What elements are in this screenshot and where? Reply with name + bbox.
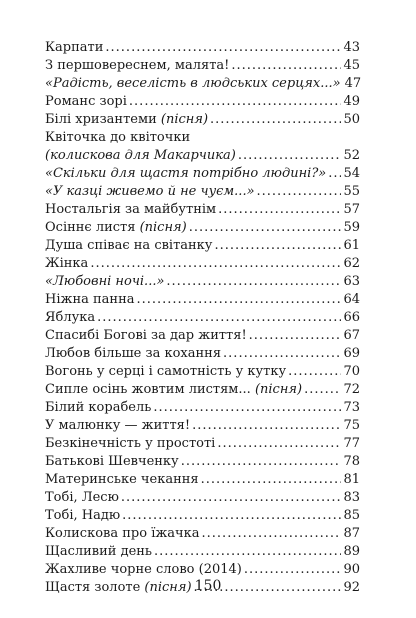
toc-leader: [202, 525, 342, 543]
toc-leader: [244, 561, 342, 579]
toc-title: Білий корабель: [45, 400, 152, 415]
toc-tag: (пісня): [144, 580, 192, 595]
toc-entry: [45, 75, 360, 93]
toc-title: Осіннє листя: [45, 220, 140, 235]
toc-leader: [137, 291, 342, 309]
toc-title: Материнське чекання: [45, 472, 199, 487]
toc-leader: [223, 345, 341, 363]
page-number: 150: [194, 578, 222, 594]
toc-title: Яблука: [45, 310, 96, 325]
toc-entry: [45, 345, 360, 363]
toc-leader: [166, 273, 341, 291]
toc-entry: [45, 453, 360, 471]
toc-page: 59: [343, 220, 360, 235]
toc-page: 89: [343, 544, 360, 559]
toc-entry: [45, 525, 360, 543]
toc-page: 83: [343, 490, 360, 505]
toc-title: У малюнку — життя!: [45, 418, 191, 433]
toc-leader: [181, 453, 342, 471]
toc-page: 92: [343, 580, 360, 595]
toc-page: 47: [344, 76, 362, 91]
toc-leader: [217, 435, 341, 453]
toc-leader: [328, 165, 341, 183]
toc-entry: [45, 327, 360, 345]
toc-leader: [238, 147, 342, 165]
toc-title: «У казці живемо й не чуєм...»: [45, 184, 255, 199]
toc-page: 78: [343, 454, 360, 469]
toc-title: Любов більше за кохання: [45, 346, 222, 361]
toc-title: Щасливий день: [45, 544, 153, 559]
toc-tag: (пісня): [139, 220, 187, 235]
table-of-contents: [45, 39, 360, 597]
toc-tag: (колискова для Макарчика): [45, 148, 236, 163]
toc-page: 87: [343, 526, 360, 541]
toc-title: Спасибі Богові за дар життя!: [45, 328, 247, 343]
toc-title: Білі хризантеми: [45, 112, 161, 127]
toc-entry: [45, 507, 360, 525]
toc-page: 64: [343, 292, 360, 307]
toc-title: Карпати: [45, 40, 104, 55]
toc-title: Квіточка до квіточки: [45, 130, 191, 145]
toc-title: «Радість, веселість в людських серцях...»: [45, 76, 341, 91]
toc-entry: [45, 543, 360, 561]
toc-title: Щастя золоте: [45, 580, 145, 595]
toc-title: Вогонь у серці і самотність у кутку: [45, 364, 287, 379]
toc-page: 52: [343, 148, 360, 163]
toc-tag: (пісня): [160, 112, 209, 127]
toc-title: Жахливе чорне слово (2014): [45, 562, 242, 577]
toc-leader: [189, 219, 342, 237]
toc-leader: [129, 93, 342, 111]
toc-title: Ніжна панна: [45, 292, 135, 307]
toc-page: 77: [343, 436, 360, 451]
toc-leader: [214, 237, 341, 255]
toc-entry: [45, 291, 360, 309]
toc-entry: [45, 201, 360, 219]
toc-leader: [210, 111, 341, 129]
toc-leader: [192, 417, 341, 435]
toc-title: Батькові Шевченку: [45, 454, 179, 469]
toc-page: 70: [343, 364, 360, 379]
toc-leader: [201, 471, 342, 489]
toc-title-wrap: [45, 111, 208, 129]
toc-leader: [288, 363, 341, 381]
toc-entry: [45, 561, 360, 579]
toc-entry: [45, 309, 360, 327]
toc-leader: [304, 381, 341, 399]
toc-page: 61: [343, 238, 360, 253]
toc-title: «Любовні ночі...»: [45, 274, 165, 289]
toc-leader: [231, 57, 341, 75]
toc-entry: [45, 237, 360, 255]
toc-leader: [257, 183, 342, 201]
toc-page: 81: [343, 472, 360, 487]
toc-title: Колискова про їжачка: [45, 526, 200, 541]
toc-page: 69: [343, 346, 360, 361]
toc-page: 62: [343, 256, 360, 271]
toc-leader: [249, 327, 342, 345]
toc-title: З першовереснем, малята!: [45, 58, 230, 73]
toc-page: 75: [343, 418, 360, 433]
toc-page: 66: [343, 310, 360, 325]
toc-page: 63: [343, 274, 360, 289]
toc-leader: [90, 255, 341, 273]
toc-title: Тобі, Надю: [45, 508, 121, 523]
toc-leader: [153, 399, 341, 417]
toc-page: 90: [343, 562, 360, 577]
toc-leader: [218, 201, 341, 219]
toc-title: Тобі, Лесю: [45, 490, 119, 505]
toc-entry: [45, 165, 360, 183]
toc-leader: [121, 489, 342, 507]
toc-title: Безкінечність у простоті: [45, 436, 216, 451]
toc-title: Душа співає на світанку: [45, 238, 213, 253]
toc-page: 67: [343, 328, 360, 343]
toc-entry: [45, 471, 360, 489]
toc-entry: [45, 57, 360, 75]
toc-title: Жінка: [45, 256, 89, 271]
toc-entry: [45, 219, 360, 237]
toc-entry: [45, 489, 360, 507]
toc-entry: [45, 39, 360, 57]
toc-entry: [45, 255, 360, 273]
toc-entry: [45, 93, 360, 111]
toc-tag: (пісня): [254, 382, 303, 397]
toc-title: «Скільки для щастя потрібно людині?»: [45, 166, 327, 181]
toc-page: 57: [343, 202, 360, 217]
toc-title-wrap: [45, 381, 302, 399]
toc-entry: [45, 111, 360, 129]
toc-page: 43: [343, 40, 360, 55]
toc-leader: [105, 39, 341, 57]
toc-entry: [45, 147, 360, 165]
toc-entry: [45, 417, 360, 435]
toc-leader: [122, 507, 341, 525]
toc-page: 55: [343, 184, 360, 199]
toc-entry: [45, 381, 360, 399]
toc-entry: [45, 273, 360, 291]
toc-title: Романс зорі: [45, 94, 127, 109]
toc-page: 45: [343, 58, 360, 73]
toc-entry: [45, 399, 360, 417]
toc-entry: [45, 435, 360, 453]
toc-title: Ностальгія за майбутнім: [45, 202, 217, 217]
toc-page: 54: [343, 166, 360, 181]
toc-title: Сипле осінь жовтим листям...: [45, 382, 255, 397]
toc-page: 50: [343, 112, 360, 127]
toc-leader: [154, 543, 341, 561]
toc-page: 49: [343, 94, 360, 109]
toc-page: 72: [343, 382, 360, 397]
toc-title-wrap: [45, 219, 187, 237]
toc-page: 73: [343, 400, 360, 415]
toc-page: 85: [343, 508, 360, 523]
toc-leader: [97, 309, 341, 327]
toc-entry: [45, 183, 360, 201]
toc-entry: [45, 363, 360, 381]
